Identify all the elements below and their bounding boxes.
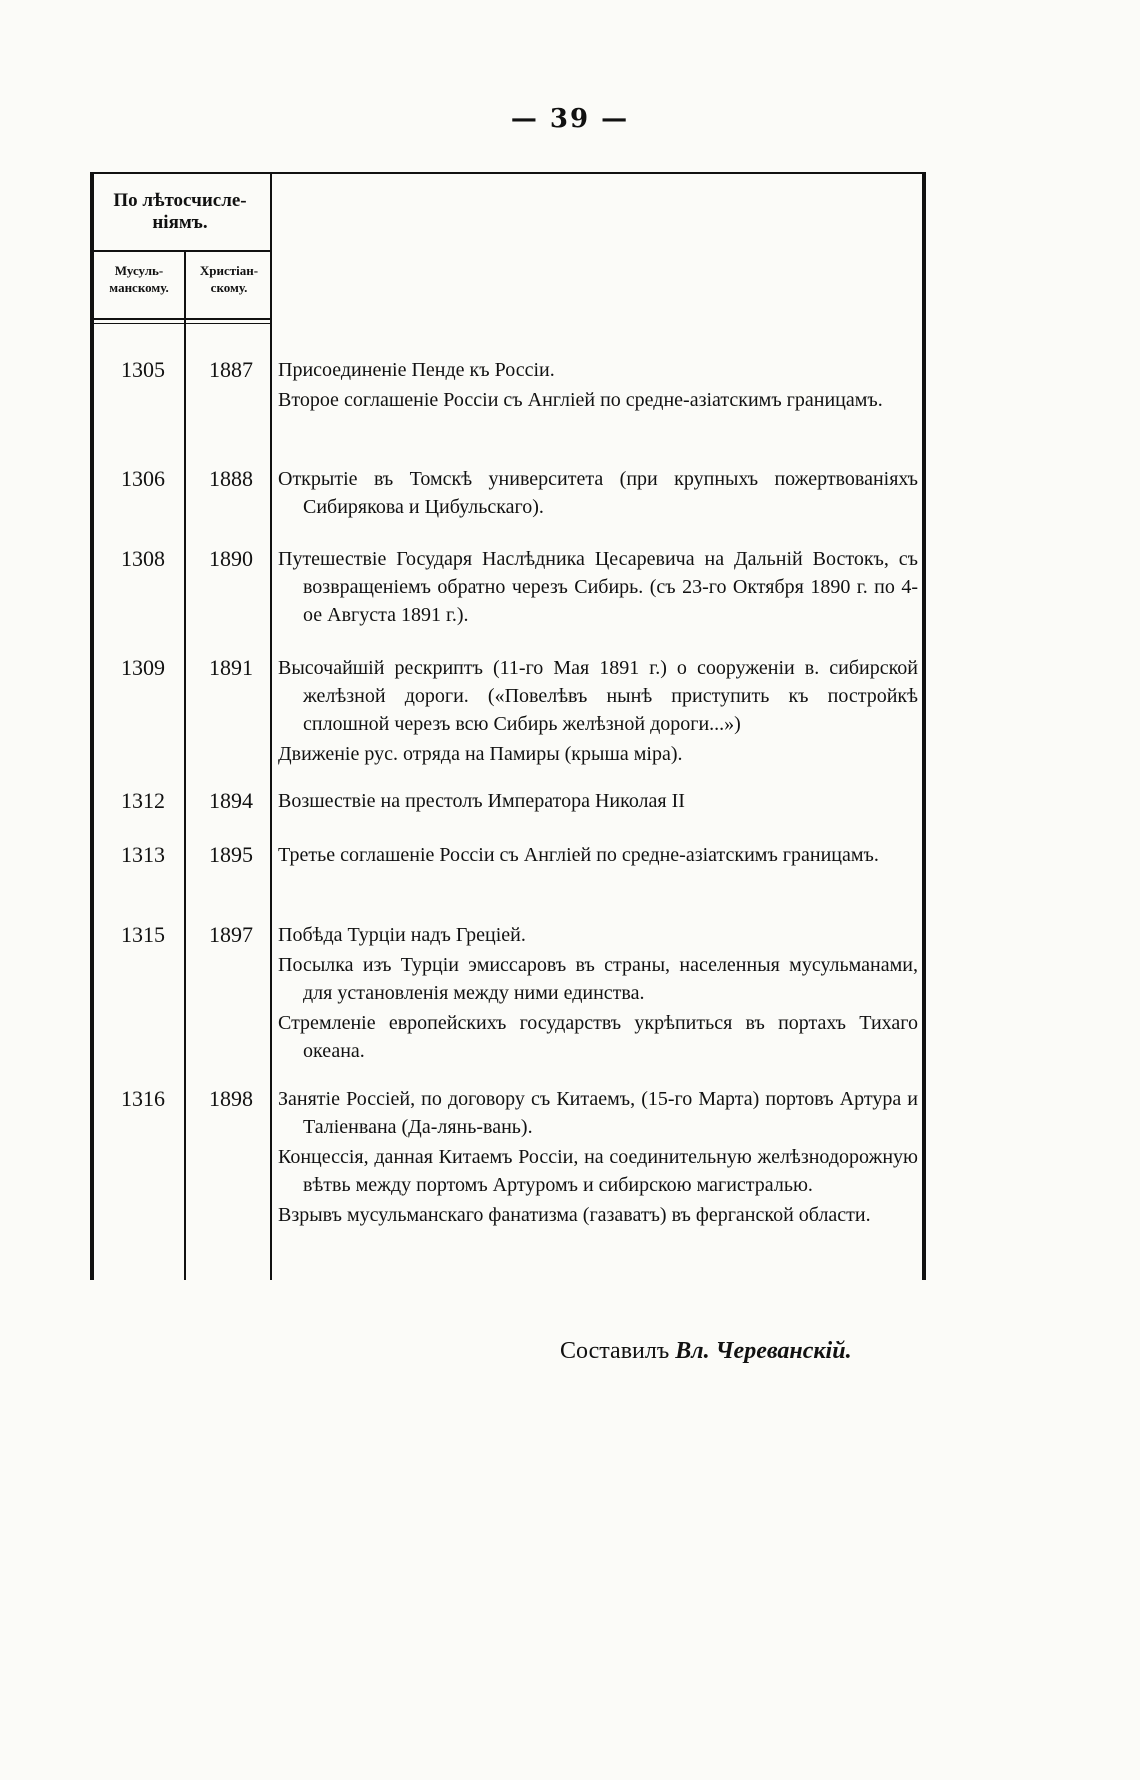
event-text: Путешествіе Государя Наслѣдника Цесаревича на Дальній Востокъ, съ возвращеніемъ обратно черезъ Сибирь. (съ 23-го Октября 1890 г. по 4-ое Августа 1891 г.). (278, 548, 918, 626)
christian-year: 1898 (209, 1086, 253, 1111)
muslim-year: 1315 (121, 922, 165, 947)
column-divider-header (270, 172, 272, 1280)
event-text: Возшествіе на престолъ Императора Николая II (278, 790, 685, 812)
christian-year: 1890 (209, 546, 253, 571)
event-text: Занятіе Россіей, по договору съ Китаемъ, (15-го Марта) портовъ Артура и Таліенвана (Да-лянь-вань). (278, 1088, 918, 1138)
signature (560, 1338, 852, 1365)
muslim-year: 1316 (121, 1086, 165, 1111)
event-entry (278, 654, 918, 770)
event-text: Взрывъ мусульманскаго фанатизма (газаватъ) въ ферганской области. (278, 1204, 871, 1226)
christian-year: 1895 (209, 842, 253, 867)
event-text: Третье соглашеніе Россіи съ Англіей по средне-азіатскимъ границамъ. (278, 844, 879, 866)
page-number: — 39 — (510, 104, 630, 134)
signature-name: Вл. Черeванскій. (675, 1338, 852, 1364)
event-entry (278, 1085, 918, 1231)
header-bottom-rule (94, 318, 270, 320)
event-entry (278, 356, 918, 416)
event-text: Высочайшій рескриптъ (11-го Мая 1891 г.) о сооруженіи в. сибирской желѣзной дороги. («Повелѣвъ нынѣ приступить къ постройкѣ сплошной черезъ всю Сибирь желѣзной дороги...») (278, 657, 918, 735)
header-christian-year: Христіан- скому. (199, 263, 259, 295)
header-chronology: По лѣтосчисле- ніямъ. (113, 190, 247, 233)
event-text: Концессія, данная Китаемъ Россіи, на соединительную желѣзнодорожную вѣтвь между портомъ Артуромъ и сибирскою магистралью. (278, 1146, 918, 1196)
christian-year: 1887 (209, 357, 253, 382)
header-muslim-year: Мусуль- манскому. (109, 263, 169, 295)
signature-prefix: Составилъ (560, 1338, 670, 1364)
muslim-year: 1309 (121, 655, 165, 680)
muslim-year: 1305 (121, 357, 165, 382)
event-text: Побѣда Турціи надъ Греціей. (278, 924, 526, 946)
event-entry (278, 465, 918, 523)
christian-year: 1888 (209, 466, 253, 491)
christian-year: 1897 (209, 922, 253, 947)
event-entry (278, 921, 918, 1067)
muslim-year: 1308 (121, 546, 165, 571)
event-text: Движеніе рус. отряда на Памиры (крыша міра). (278, 743, 683, 765)
event-text: Посылка изъ Турціи эмиссаровъ въ страны, населенныя мусульманами, для установленія между ними единства. (278, 954, 918, 1004)
christian-year: 1894 (209, 788, 253, 813)
muslim-year: 1312 (121, 788, 165, 813)
event-entry (278, 545, 918, 631)
event-text: Присоединеніе Пенде къ Россіи. (278, 359, 555, 381)
event-text: Второе соглашеніе Россіи съ Англіей по средне-азіатскимъ границамъ. (278, 389, 883, 411)
event-entry (278, 841, 918, 871)
column-divider-years (184, 252, 186, 1280)
event-entry (278, 787, 918, 817)
header-rule (94, 250, 270, 252)
event-text: Стремленіе европейскихъ государствъ укрѣпиться въ портахъ Тихаго океана. (278, 1012, 918, 1062)
header-bottom-rule-2 (94, 323, 270, 324)
christian-year: 1891 (209, 655, 253, 680)
event-text: Открытіе въ Томскѣ университета (при крупныхъ пожертвованіяхъ Сибирякова и Цибульскаго). (278, 468, 918, 518)
muslim-year: 1306 (121, 466, 165, 491)
muslim-year: 1313 (121, 842, 165, 867)
